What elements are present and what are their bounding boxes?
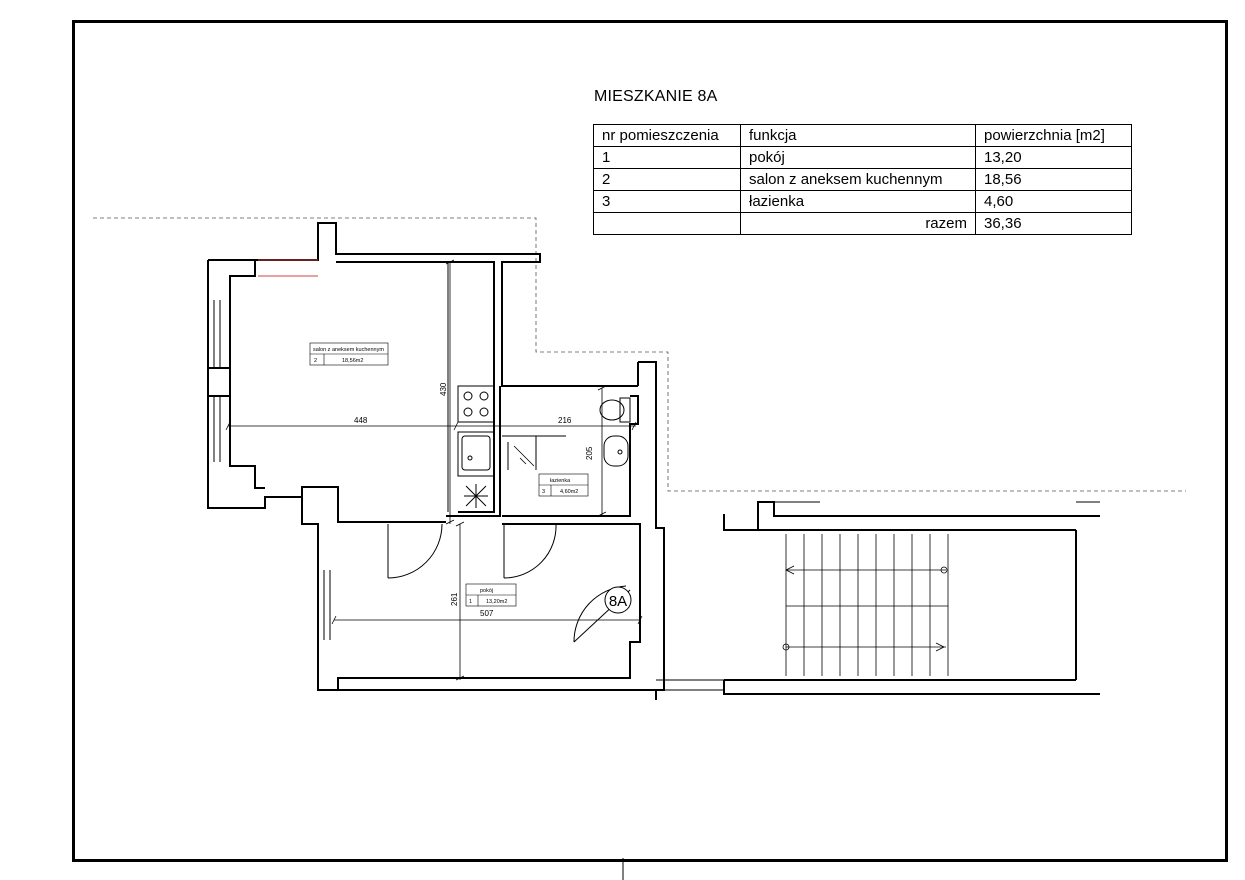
- kitchen-fixtures: [448, 262, 494, 512]
- header-nr: nr pomieszczenia: [594, 125, 741, 147]
- unit-marker-label: 8A: [608, 593, 628, 610]
- apartment-title: MIESZKANIE 8A: [594, 88, 718, 105]
- room-area: 13,20m2: [486, 599, 508, 605]
- cooktop-burner-icon: [464, 392, 472, 400]
- room-nr: 1: [469, 599, 473, 605]
- room-nr: 2: [314, 358, 318, 364]
- dim-salon-height: 430: [439, 382, 448, 396]
- cell-powierzchnia: 13,20: [976, 147, 1132, 169]
- dim-bath-width: 216: [558, 416, 572, 425]
- room-label-pokoj: [466, 584, 516, 606]
- cell-funkcja: łazienka: [741, 191, 976, 213]
- dim-room-height: 261: [450, 592, 459, 606]
- dim-salon-width: 448: [354, 416, 368, 425]
- room-name: pokój: [480, 588, 494, 594]
- room-area: 18,56m2: [342, 358, 364, 364]
- header-powierzchnia: powierzchnia [m2]: [976, 125, 1132, 147]
- cell-powierzchnia: 4,60: [976, 191, 1132, 213]
- building-outline: [93, 218, 1186, 491]
- cell-nr: 2: [594, 169, 741, 191]
- cell-powierzchnia: 18,56: [976, 169, 1132, 191]
- total-label: razem: [741, 213, 976, 235]
- total-value: 36,36: [976, 213, 1132, 235]
- cell-funkcja: salon z aneksem kuchennym: [741, 169, 976, 191]
- room-name: salon z aneksem kuchennym: [313, 347, 384, 353]
- staircase: [783, 534, 948, 676]
- dim-room-width: 507: [480, 609, 494, 618]
- header-funkcja: funkcja: [741, 125, 976, 147]
- doors: [388, 524, 630, 642]
- dimension-labels: [354, 382, 594, 618]
- room-area: 4,60m2: [560, 489, 579, 495]
- unit-marker: [605, 587, 631, 613]
- cell-funkcja: pokój: [741, 147, 976, 169]
- sink-icon: [462, 436, 490, 470]
- cell-nr: 1: [594, 147, 741, 169]
- walls: [208, 223, 1100, 700]
- room-name: łazienka: [550, 478, 571, 484]
- cell-nr: 3: [594, 191, 741, 213]
- washbasin-icon: [604, 436, 628, 466]
- bathroom-fixtures: [502, 398, 630, 470]
- room-nr: 3: [542, 489, 546, 495]
- room-label-salon: [310, 343, 388, 365]
- room-label-bath: [539, 474, 588, 496]
- dim-bath-height: 205: [585, 446, 594, 460]
